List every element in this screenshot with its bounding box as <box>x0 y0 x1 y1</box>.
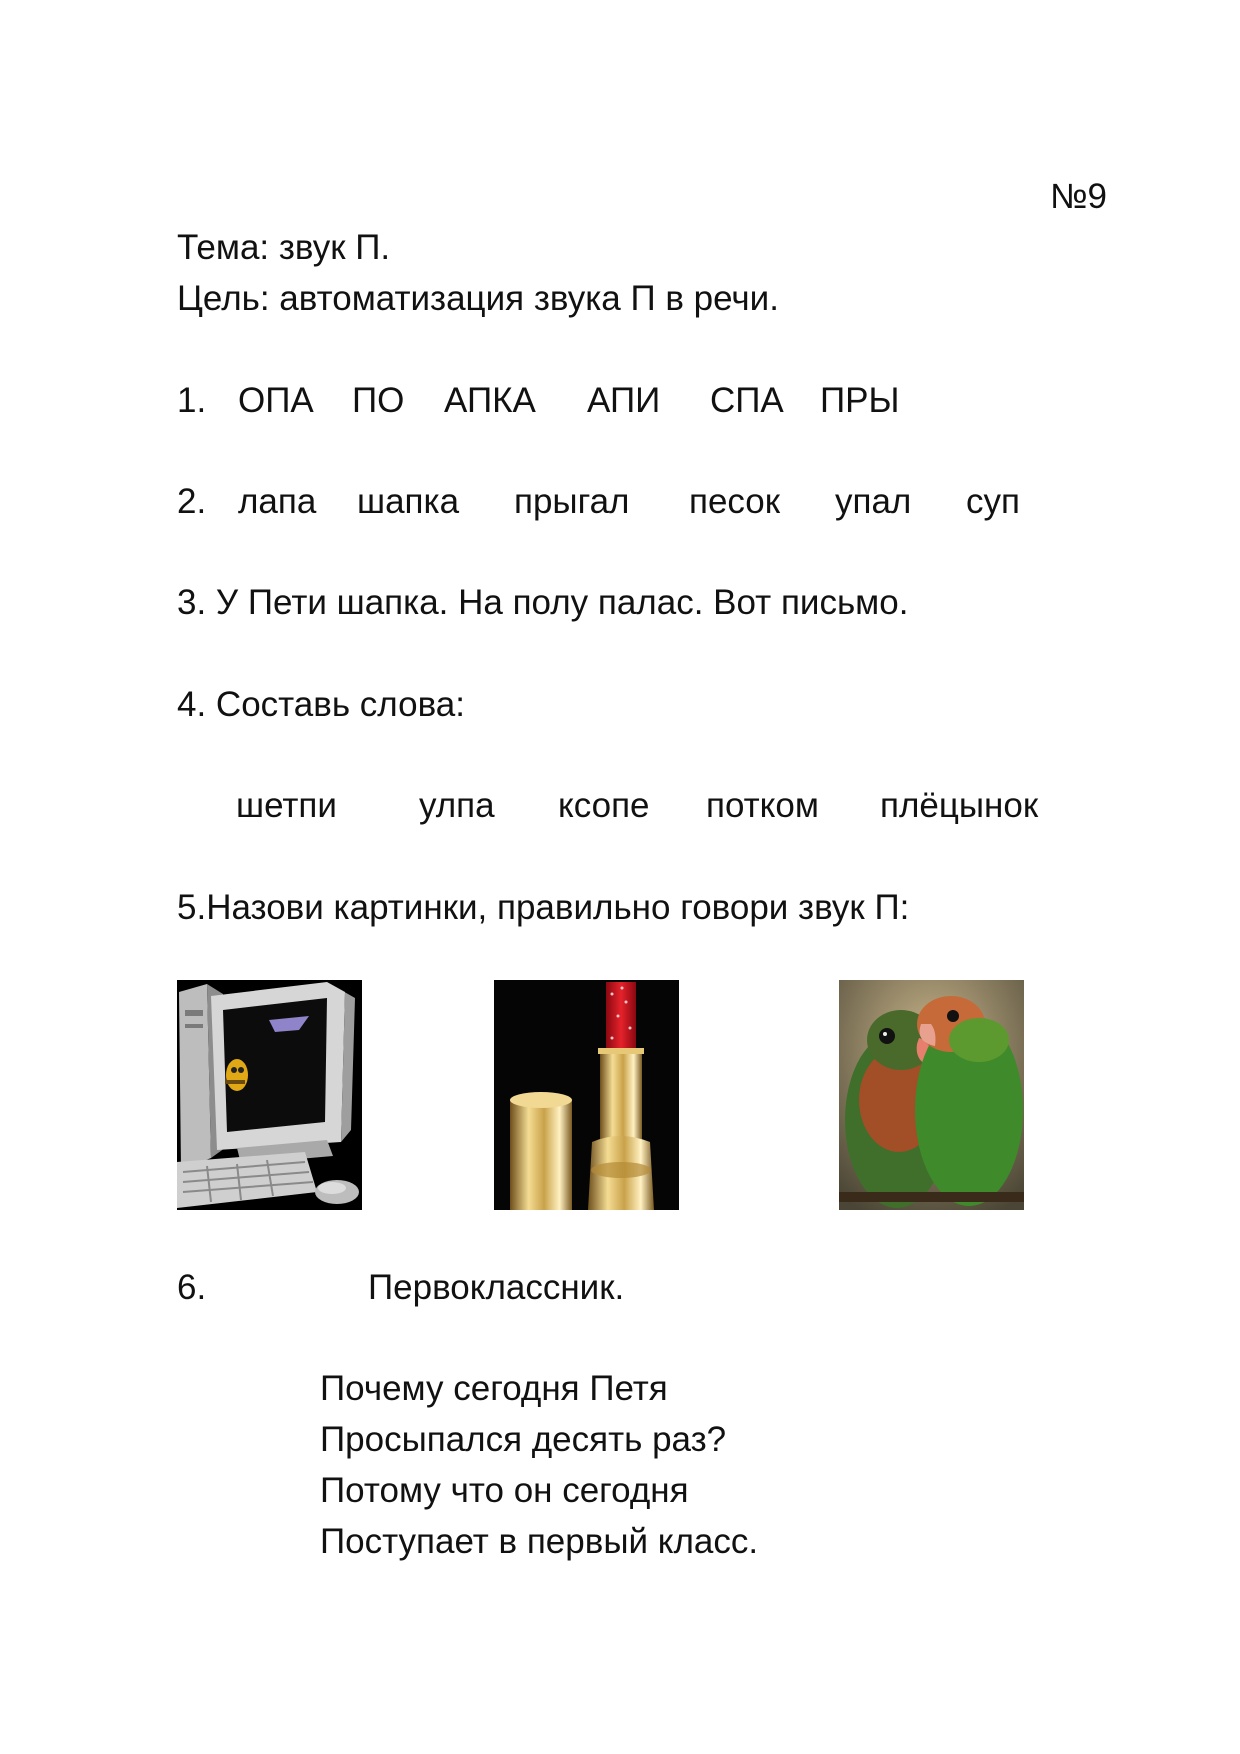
page-number: №9 <box>1050 177 1108 216</box>
task2-number: 2. <box>177 482 207 521</box>
lipstick-picture <box>494 980 679 1210</box>
task1-number: 1. <box>177 381 207 420</box>
scrambled-word: плёцынок <box>880 786 1039 825</box>
task1-syllable: ПРЫ <box>820 381 900 420</box>
task4-title: 4. Составь слова: <box>177 685 465 724</box>
task3-sentences: 3. У Пети шапка. На полу палас. Вот письмо. <box>177 583 909 622</box>
task2-word: упал <box>835 482 912 521</box>
goal-line: Цель: автоматизация звука П в речи. <box>177 279 779 318</box>
task5-title: 5.Назови картинки, правильно говори звук П: <box>177 888 910 927</box>
scrambled-word: потком <box>706 786 819 825</box>
scrambled-word: улпа <box>419 786 495 825</box>
task2-word: прыгал <box>514 482 630 521</box>
task6-number: 6. <box>177 1268 207 1307</box>
scrambled-word: шетпи <box>236 786 337 825</box>
parrots-picture <box>839 980 1024 1210</box>
lipstick-icon <box>494 980 679 1210</box>
parrots-icon <box>839 980 1024 1210</box>
task1-syllable: ПО <box>352 381 405 420</box>
poem-line: Потому что он сегодня <box>320 1471 689 1510</box>
task1-syllable: АПИ <box>587 381 661 420</box>
topic-line: Тема: звук П. <box>177 228 391 267</box>
computer-picture <box>177 980 362 1210</box>
poem-title: Первоклассник. <box>368 1268 625 1307</box>
task1-syllable: ОПА <box>238 381 314 420</box>
poem-line: Просыпался десять раз? <box>320 1420 727 1459</box>
task1-syllable: АПКА <box>444 381 536 420</box>
poem-line: Почему сегодня Петя <box>320 1369 668 1408</box>
task2-word: лапа <box>238 482 317 521</box>
task2-word: песок <box>689 482 781 521</box>
scrambled-word: ксопе <box>558 786 650 825</box>
task2-word: суп <box>966 482 1020 521</box>
task1-syllable: СПА <box>710 381 784 420</box>
computer-icon <box>177 980 362 1210</box>
poem-line: Поступает в первый класс. <box>320 1522 759 1561</box>
task2-word: шапка <box>357 482 460 521</box>
